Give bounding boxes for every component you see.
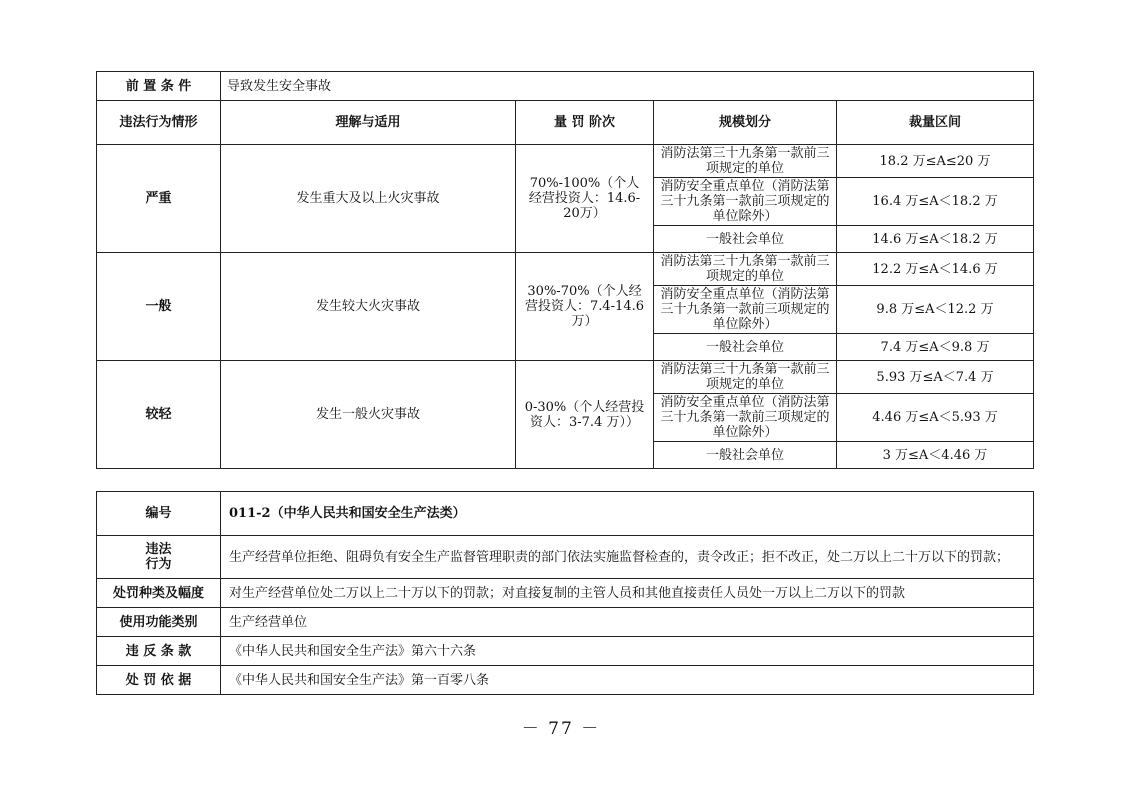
situation-cell: 一般 [97, 253, 221, 361]
discretion-table [96, 71, 1034, 469]
basis-row [97, 666, 1034, 695]
basis-label: 处 罚 依 据 [97, 666, 221, 695]
clause-label: 违 反 条 款 [97, 637, 221, 666]
violation-row [97, 536, 1034, 579]
category-label: 使用功能类别 [97, 608, 221, 637]
level-cell: 70%-100%（个人经营投资人：14.6-20万） [516, 145, 654, 253]
header-scale: 规模划分 [654, 101, 837, 145]
range-cell: 12.2 万≤A＜14.6 万 [837, 253, 1034, 286]
scale-cell: 消防法第三十九条第一款前三项规定的单位 [654, 361, 837, 394]
violation-info-table [96, 491, 1034, 695]
precondition-value: 导致发生安全事故 [221, 72, 1034, 101]
basis-value: 《中华人民共和国安全生产法》第一百零八条 [221, 666, 1034, 695]
page-number: － 77 － [521, 719, 601, 739]
code-label: 编号 [97, 492, 221, 536]
table-row [97, 361, 1034, 394]
understanding-cell: 发生一般火灾事故 [221, 361, 516, 469]
header-understanding: 理解与适用 [221, 101, 516, 145]
scale-cell: 一般社会单位 [654, 226, 837, 253]
range-cell: 5.93 万≤A＜7.4 万 [837, 361, 1034, 394]
precondition-row [97, 72, 1034, 101]
header-range: 裁量区间 [837, 101, 1034, 145]
scale-cell: 一般社会单位 [654, 334, 837, 361]
header-row [97, 101, 1034, 145]
precondition-label: 前 置 条 件 [97, 72, 221, 101]
level-cell: 30%-70%（个人经营投资人：7.4-14.6 万） [516, 253, 654, 361]
table-row [97, 145, 1034, 178]
scale-cell: 一般社会单位 [654, 442, 837, 469]
range-cell: 16.4 万≤A＜18.2 万 [837, 178, 1034, 226]
violation-value: 生产经营单位拒绝、阻碍负有安全生产监督管理职责的部门依法实施监督检查的，责令改正；拒不改正，处二万以上二十万以下的罚款； [221, 536, 1034, 579]
range-cell: 9.8 万≤A＜12.2 万 [837, 286, 1034, 334]
range-cell: 4.46 万≤A＜5.93 万 [837, 394, 1034, 442]
range-cell: 18.2 万≤A≤20 万 [837, 145, 1034, 178]
understanding-cell: 发生重大及以上火灾事故 [221, 145, 516, 253]
category-value: 生产经营单位 [221, 608, 1034, 637]
scale-cell: 消防法第三十九条第一款前三项规定的单位 [654, 253, 837, 286]
scale-cell: 消防安全重点单位（消防法第三十九条第一款前三项规定的单位除外） [654, 286, 837, 334]
penalty-row [97, 579, 1034, 608]
understanding-cell: 发生较大火灾事故 [221, 253, 516, 361]
level-cell: 0-30%（个人经营投资人：3-7.4 万）） [516, 361, 654, 469]
header-situation: 违法行为情形 [97, 101, 221, 145]
penalty-value: 对生产经营单位处二万以上二十万以下的罚款；对直接复制的主管人员和其他直接责任人员处一万以上二万以下的罚款 [221, 579, 1034, 608]
violation-label: 违法 行为 [97, 536, 221, 579]
range-cell: 7.4 万≤A＜9.8 万 [837, 334, 1034, 361]
situation-cell: 较轻 [97, 361, 221, 469]
scale-cell: 消防安全重点单位（消防法第三十九条第一款前三项规定的单位除外） [654, 178, 837, 226]
situation-cell: 严重 [97, 145, 221, 253]
clause-row [97, 637, 1034, 666]
scale-cell: 消防安全重点单位（消防法第三十九条第一款前三项规定的单位除外） [654, 394, 837, 442]
code-row [97, 492, 1034, 536]
range-cell: 3 万≤A＜4.46 万 [837, 442, 1034, 469]
penalty-label: 处罚种类及幅度 [97, 579, 221, 608]
table-row [97, 253, 1034, 286]
code-value: 011-2（中华人民共和国安全生产法类） [221, 492, 1034, 536]
scale-cell: 消防法第三十九条第一款前三项规定的单位 [654, 145, 837, 178]
header-level: 量 罚 阶次 [516, 101, 654, 145]
clause-value: 《中华人民共和国安全生产法》第六十六条 [221, 637, 1034, 666]
range-cell: 14.6 万≤A＜18.2 万 [837, 226, 1034, 253]
category-row [97, 608, 1034, 637]
